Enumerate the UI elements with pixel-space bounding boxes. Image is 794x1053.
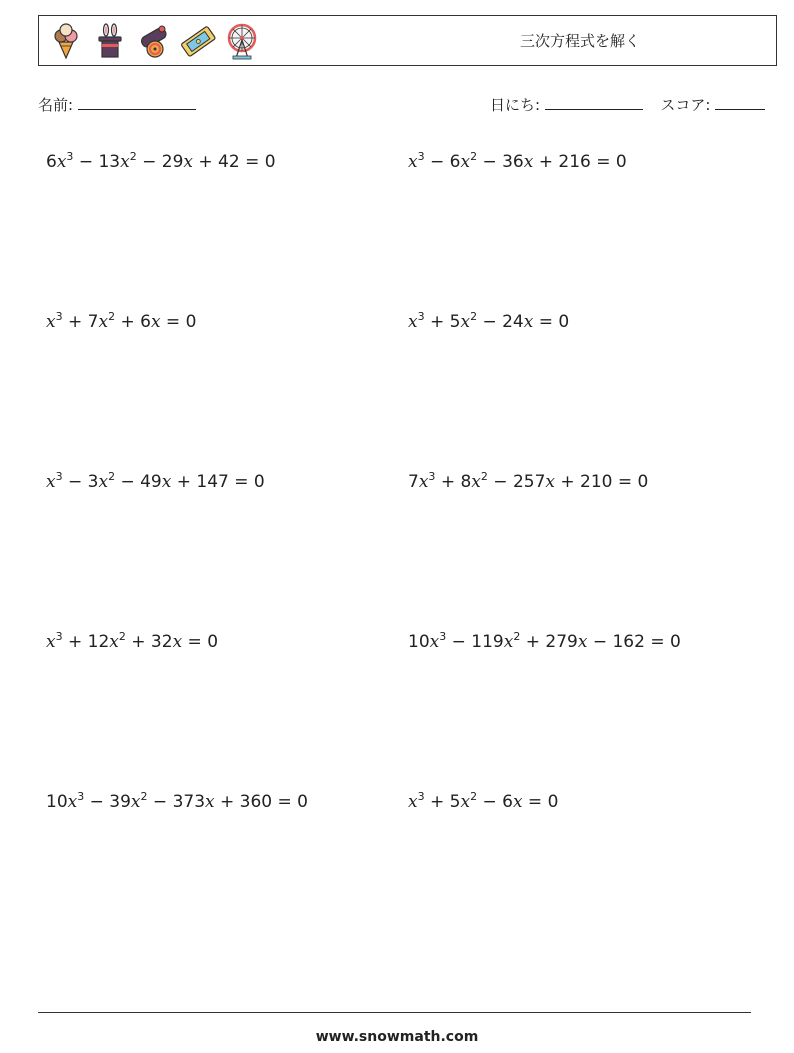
term-text: − 3: [62, 472, 99, 492]
ferris-wheel-icon: [223, 22, 261, 60]
coefficient: 7: [408, 472, 419, 492]
header-icons: [47, 22, 261, 60]
term-text: − 13: [73, 152, 121, 172]
term-text: − 36: [477, 152, 524, 172]
problem-10: [408, 792, 558, 812]
variable: x: [460, 792, 471, 812]
problem-3: [46, 312, 196, 332]
exponent: 2: [140, 790, 148, 803]
exponent: 2: [513, 630, 521, 643]
exponent: 3: [55, 470, 63, 483]
term-text: − 49: [115, 472, 162, 492]
variable: x: [545, 472, 555, 492]
variable: x: [429, 632, 440, 652]
variable: x: [120, 152, 130, 172]
term-text: + 7: [62, 312, 99, 332]
date-blank[interactable]: [545, 94, 643, 110]
exponent: 3: [66, 150, 74, 163]
term-text: + 5: [424, 792, 461, 812]
term-text: + 6: [115, 312, 151, 332]
term-text: = 0: [160, 312, 197, 332]
exponent: 3: [417, 310, 425, 323]
term-text: + 210 = 0: [554, 472, 649, 492]
variable: x: [98, 312, 109, 332]
date-score-field: [490, 94, 765, 115]
variable: x: [46, 632, 56, 652]
footer-url: www.snowmath.com: [315, 1029, 479, 1045]
term-text: + 360 = 0: [214, 792, 308, 812]
term-text: + 216 = 0: [533, 152, 627, 172]
ice-cream-icon: [47, 22, 85, 60]
variable: x: [408, 312, 418, 332]
variable: x: [130, 792, 141, 812]
term-text: − 29: [136, 152, 184, 172]
exponent: 3: [77, 790, 85, 803]
variable: x: [67, 792, 78, 812]
exponent: 2: [118, 630, 126, 643]
term-text: − 119: [446, 632, 504, 652]
variable: x: [503, 632, 514, 652]
date-label: 日にち:: [490, 96, 541, 114]
problem-1: [46, 152, 276, 172]
coefficient: 10: [46, 792, 68, 812]
term-text: − 162 = 0: [587, 632, 681, 652]
exponent: 3: [417, 790, 425, 803]
variable: x: [161, 472, 172, 492]
term-text: − 39: [84, 792, 131, 812]
term-text: + 42 = 0: [192, 152, 276, 172]
exponent: 2: [470, 310, 478, 323]
problem-2: [408, 152, 627, 172]
term-text: + 8: [435, 472, 472, 492]
problem-4: [408, 312, 569, 332]
variable: x: [471, 472, 481, 492]
term-text: + 32: [125, 632, 173, 652]
variable: x: [418, 472, 429, 492]
term-text: + 147 = 0: [171, 472, 265, 492]
variable: x: [512, 792, 523, 812]
problem-7: [46, 632, 218, 652]
worksheet-header: [38, 15, 777, 66]
exponent: 2: [129, 150, 137, 163]
variable: x: [98, 472, 109, 492]
variable: x: [460, 312, 471, 332]
exponent: 2: [470, 150, 478, 163]
exponent: 3: [439, 630, 447, 643]
ticket-icon: [179, 22, 217, 60]
variable: x: [56, 152, 67, 172]
name-field: [38, 94, 196, 115]
term-text: = 0: [522, 792, 559, 812]
variable: x: [109, 632, 119, 652]
score-label: スコア:: [660, 96, 711, 114]
exponent: 3: [55, 630, 63, 643]
variable: x: [150, 312, 161, 332]
term-text: − 257: [487, 472, 546, 492]
term-text: − 24: [477, 312, 524, 332]
exponent: 2: [108, 470, 116, 483]
footer-divider: [38, 1012, 751, 1013]
variable: x: [408, 792, 418, 812]
variable: x: [460, 152, 471, 172]
variable: x: [205, 792, 215, 812]
exponent: 3: [55, 310, 63, 323]
exponent: 2: [108, 310, 116, 323]
problem-6: [408, 472, 648, 492]
cannon-icon: [135, 22, 173, 60]
term-text: + 279: [520, 632, 578, 652]
score-blank[interactable]: [715, 94, 765, 110]
variable: x: [523, 312, 534, 332]
variable: x: [183, 152, 193, 172]
term-text: = 0: [533, 312, 570, 332]
term-text: − 6: [424, 152, 461, 172]
coefficient: 6: [46, 152, 57, 172]
term-text: = 0: [182, 632, 219, 652]
exponent: 3: [417, 150, 425, 163]
worksheet-title: 三次方程式を解く: [520, 32, 641, 50]
term-text: + 12: [62, 632, 110, 652]
problem-9: [46, 792, 308, 812]
name-blank[interactable]: [78, 94, 196, 110]
term-text: − 6: [477, 792, 513, 812]
variable: x: [46, 472, 56, 492]
term-text: + 5: [424, 312, 461, 332]
variable: x: [523, 152, 534, 172]
variable: x: [46, 312, 56, 332]
variable: x: [408, 152, 418, 172]
variable: x: [172, 632, 183, 652]
magic-hat-icon: [91, 22, 129, 60]
exponent: 3: [428, 470, 436, 483]
name-label: 名前:: [38, 96, 74, 114]
problem-8: [408, 632, 681, 652]
term-text: − 373: [147, 792, 206, 812]
problem-5: [46, 472, 265, 492]
exponent: 2: [470, 790, 478, 803]
exponent: 2: [480, 470, 488, 483]
coefficient: 10: [408, 632, 430, 652]
variable: x: [577, 632, 588, 652]
